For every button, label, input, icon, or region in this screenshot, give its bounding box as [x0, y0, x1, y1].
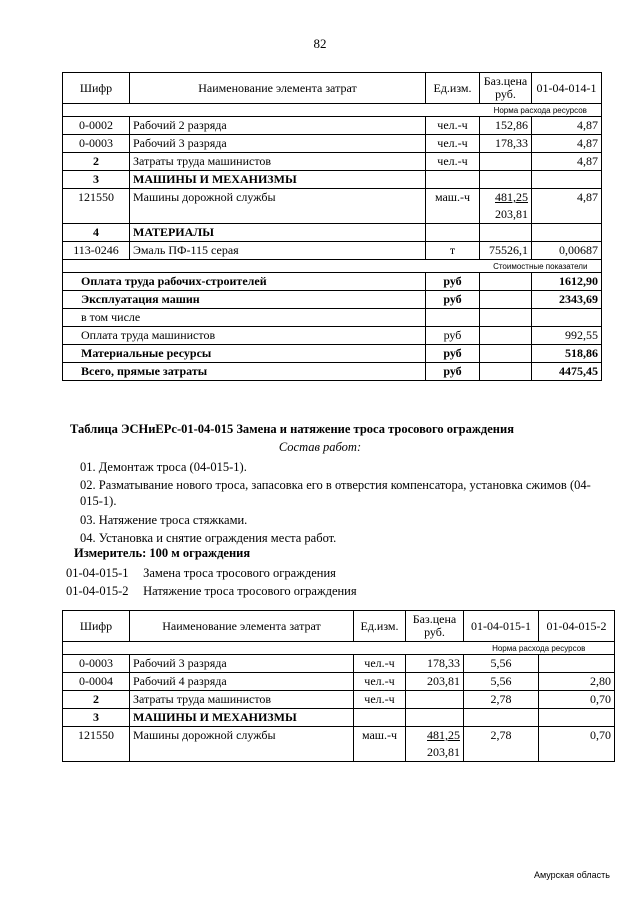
header-name: Наименование элемента затрат [130, 611, 354, 642]
table-row: 0-0003 Рабочий 3 разряда чел.-ч 178,33 4,87 [63, 135, 602, 153]
header-code: Шифр [63, 73, 130, 104]
table-row: 0-0003 Рабочий 3 разряда чел.-ч 178,33 5,56 [63, 655, 615, 673]
work-composition-heading: Состав работ: [278, 440, 362, 454]
norm-caption: Норма расхода ресурсов [464, 642, 615, 655]
header-col-01-04-014-1: 01-04-014-1 [532, 73, 602, 104]
header-unit: Ед.изм. [426, 73, 480, 104]
operation-item: 02. Разматывание нового троса, запасовка его в отверстия компенсатора, установка сжимов (04-015-1). [80, 478, 591, 508]
cost-caption: Стоимостные показатели [480, 260, 602, 273]
header-col-01-04-015-1: 01-04-015-1 [464, 611, 539, 642]
summary-row: Оплата труда рабочих-строителей руб 1612,90 [63, 273, 602, 291]
operation-item: 01. Демонтаж троса (04-015-1). [80, 460, 247, 474]
resource-table-01-04-014 [62, 72, 602, 381]
table-row: 2 Затраты труда машинистов чел.-ч 4,87 [63, 153, 602, 171]
table-row: 113-0246 Эмаль ПФ-115 серая т 75526,1 0,00687 [63, 242, 602, 260]
table-title: Таблица ЭСНиЕРс-01-04-015 Замена и натяжение троса тросового ограждения [70, 422, 514, 436]
table-row: 2 Затраты труда машинистов чел.-ч 2,78 0,70 [63, 691, 615, 709]
table-row: 121550 Машины дорожной службы маш.-ч 481,25 203,81 2,78 0,70 [63, 727, 615, 762]
variant-item: 01-04-015-2 Натяжение троса тросового ограждения [66, 584, 357, 598]
header-unit: Ед.изм. [354, 611, 406, 642]
table-row: 4 МАТЕРИАЛЫ [63, 224, 602, 242]
summary-row: в том числе [63, 309, 602, 327]
table-header-row [63, 73, 602, 104]
summary-row: Эксплуатация машин руб 2343,69 [63, 291, 602, 309]
header-price: Баз.цена руб. [406, 611, 464, 642]
summary-row: Оплата труда машинистов руб 992,55 [63, 327, 602, 345]
region-footer: Амурская область [533, 870, 610, 880]
variant-item: 01-04-015-1 Замена троса тросового ограждения [66, 566, 336, 580]
header-code: Шифр [63, 611, 130, 642]
header-name: Наименование элемента затрат [130, 73, 426, 104]
header-col-01-04-015-2: 01-04-015-2 [539, 611, 615, 642]
table-row: 3 МАШИНЫ И МЕХАНИЗМЫ [63, 171, 602, 189]
norm-caption: Норма расхода ресурсов [480, 104, 602, 117]
table-row: 121550 Машины дорожной службы маш.-ч 481,25 203,81 4,87 [63, 189, 602, 224]
resource-table-01-04-015 [62, 610, 615, 762]
meter-label: Измеритель: 100 м ограждения [74, 546, 251, 560]
operation-item: 04. Установка и снятие ограждения места работ. [80, 531, 337, 545]
table-header-row [63, 611, 615, 642]
table-row: 0-0002 Рабочий 2 разряда чел.-ч 152,86 4,87 [63, 117, 602, 135]
operation-item: 03. Натяжение троса стяжками. [80, 513, 248, 527]
summary-row: Всего, прямые затраты руб 4475,45 [63, 363, 602, 381]
page-number: 82 [313, 36, 327, 51]
summary-row: Материальные ресурсы руб 518,86 [63, 345, 602, 363]
header-price: Баз.цена руб. [480, 73, 532, 104]
table-row: 0-0004 Рабочий 4 разряда чел.-ч 203,81 5,56 2,80 [63, 673, 615, 691]
table-row: 3 МАШИНЫ И МЕХАНИЗМЫ [63, 709, 615, 727]
